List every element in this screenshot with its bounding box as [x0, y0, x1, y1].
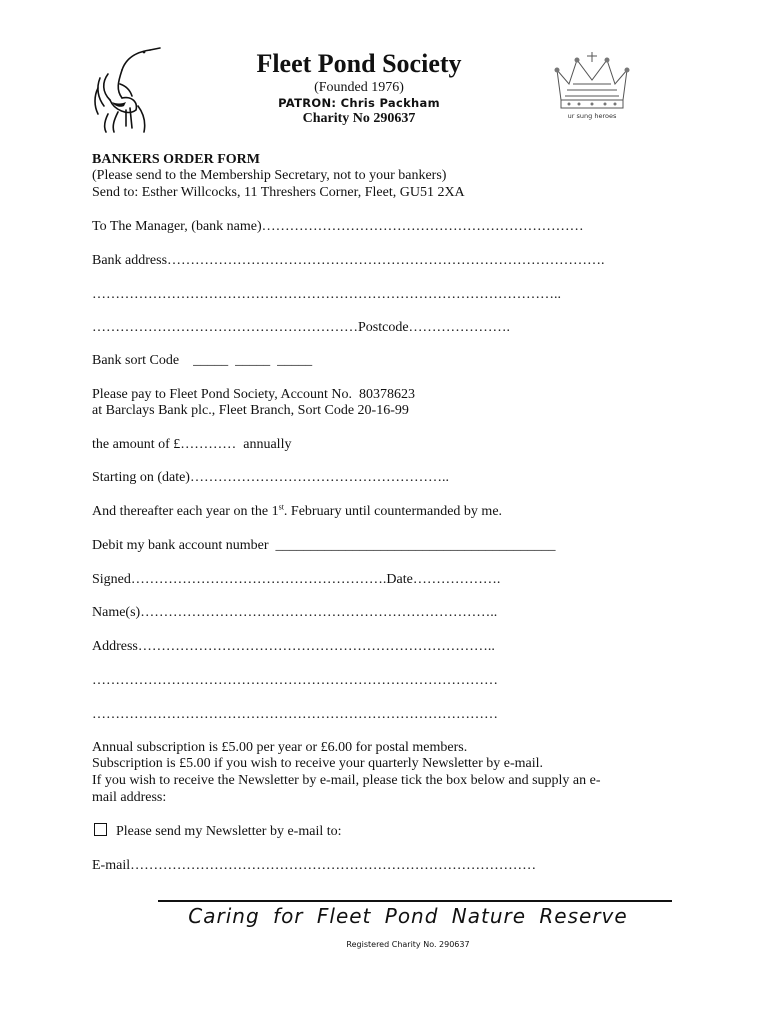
- payee-line: Please pay to Fleet Pond Society, Account No. 80378623: [92, 387, 415, 402]
- send-to-address: Send to: Esther Willcocks, 11 Threshers Corner, Fleet, GU51 2XA: [92, 185, 465, 200]
- ordinal-suffix: st: [278, 502, 284, 512]
- thereafter-text: [92, 503, 502, 520]
- names-field[interactable]: Name(s)…………………………………………………………………..: [92, 605, 498, 620]
- postcode-field[interactable]: …………………………………………………Postcode………………….: [92, 320, 511, 335]
- payee-bank-line: at Barclays Bank plc., Fleet Branch, Sort Code 20-16-99: [92, 403, 409, 418]
- form-heading: BANKERS ORDER FORM: [92, 152, 261, 167]
- bank-address-field[interactable]: Bank address………………………………………………………………………………….: [92, 253, 605, 268]
- signed-date-field[interactable]: Signed……………………………………………….Date……………….: [92, 572, 501, 587]
- checkbox-label: Please send my Newsletter by e-mail to:: [116, 824, 342, 839]
- bank-address-line-2[interactable]: ………………………………………………………………………………………..: [92, 287, 561, 302]
- patron-text: PATRON: Chris Packham: [278, 96, 440, 110]
- newsletter-email-checkbox[interactable]: [94, 823, 107, 836]
- address-field-line-2[interactable]: ……………………………………………………………………………: [92, 673, 498, 688]
- registered-charity: Registered Charity No. 290637: [346, 940, 470, 949]
- thereafter-text-a: And thereafter each year on the 1: [92, 504, 279, 519]
- address-field-line-3[interactable]: ……………………………………………………………………………: [92, 707, 498, 722]
- sort-code-field[interactable]: Bank sort Code _____ _____ _____: [92, 353, 313, 368]
- amount-field[interactable]: the amount of £………… annually: [92, 437, 292, 452]
- footer-divider: [158, 900, 672, 902]
- address-field[interactable]: Address…………………………………………………………………..: [92, 639, 495, 654]
- subscription-text-2: Subscription is £5.00 if you wish to receive your quarterly Newsletter by e-mail.: [92, 756, 544, 771]
- start-date-field[interactable]: Starting on (date)………………………………………………..: [92, 470, 449, 485]
- founded-text: (Founded 1976): [314, 80, 404, 95]
- crown-caption: ur sung heroes: [567, 112, 617, 120]
- page-title: Fleet Pond Society: [256, 49, 462, 78]
- thereafter-text-b: . February until countermanded by me.: [283, 504, 503, 519]
- subscription-text-4: mail address:: [92, 790, 167, 805]
- bank-name-field[interactable]: To The Manager, (bank name)……………………………………………………………: [92, 219, 584, 234]
- footer-tagline: Caring for Fleet Pond Nature Reserve: [188, 904, 628, 928]
- subscription-text-1: Annual subscription is £5.00 per year or £6.00 for postal members.: [92, 740, 468, 755]
- debit-account-field[interactable]: Debit my bank account number ________________________________________: [92, 538, 556, 553]
- subscription-text-3: If you wish to receive the Newsletter by e-mail, please tick the box below and supply an e-: [92, 773, 601, 788]
- email-field[interactable]: E-mail……………………………………………………………………………: [92, 858, 537, 873]
- heron-logo: [92, 44, 162, 134]
- send-note: (Please send to the Membership Secretary, not to your bankers): [92, 168, 447, 183]
- crown-logo: [553, 50, 631, 122]
- charity-number: Charity No 290637: [302, 111, 416, 126]
